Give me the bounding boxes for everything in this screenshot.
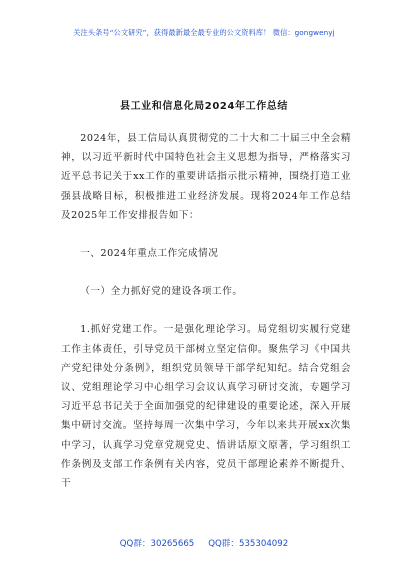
footer-qq-group-2: QQ群：535304092	[208, 539, 289, 549]
section-heading: 一、2024年重点工作完成情况	[80, 248, 219, 260]
document-title: 县工业和信息化局2024年工作总结	[119, 101, 289, 112]
item-paragraph: 1.抓好党建工作。一是强化理论学习。局党组切实履行党建工作主体责任，引导党员干部树立坚定信仰。聚焦学习《中国共产党纪律处分条例》，组织党员领导干部学纪知纪。结合党组会议、党组理论学习中心组学习会议认真学习研讨交流，专题学习习近平总书记关于全面加强党的纪律建设的重要论述，深入开展集中研讨交流。坚持每周一次集中学习，今年以来共开展xx次集中学习，认真学习党章党规党史、悟讲话原文原著，学习组织工作条例及支部工作条例有关内容，党员干部理论素养不断提升、干	[61, 324, 351, 490]
footer-qq-group-1: QQ群：30265665	[119, 539, 195, 549]
document-body	[61, 129, 351, 493]
subsection-heading: （一）全力抓好党的建设各项工作。	[80, 286, 243, 298]
intro-paragraph: 2024年，县工信局认真贯彻党的二十大和二十届三中全会精神，以习近平新时代中国特色社会主义思想为指导，严格落实习近平总书记关于xx工作的重要讲话指示批示精神，围绕打造工业强县战略目标，积极推进工业经济发展。现将2024年工作总结及2025年工作安排报告如下：	[61, 133, 351, 221]
footer-contact	[0, 537, 408, 549]
header-banner: 关注头条号“公文研究”，获得最新最全最专业的公文资料库！ 微信：gongwenyj	[73, 28, 335, 37]
